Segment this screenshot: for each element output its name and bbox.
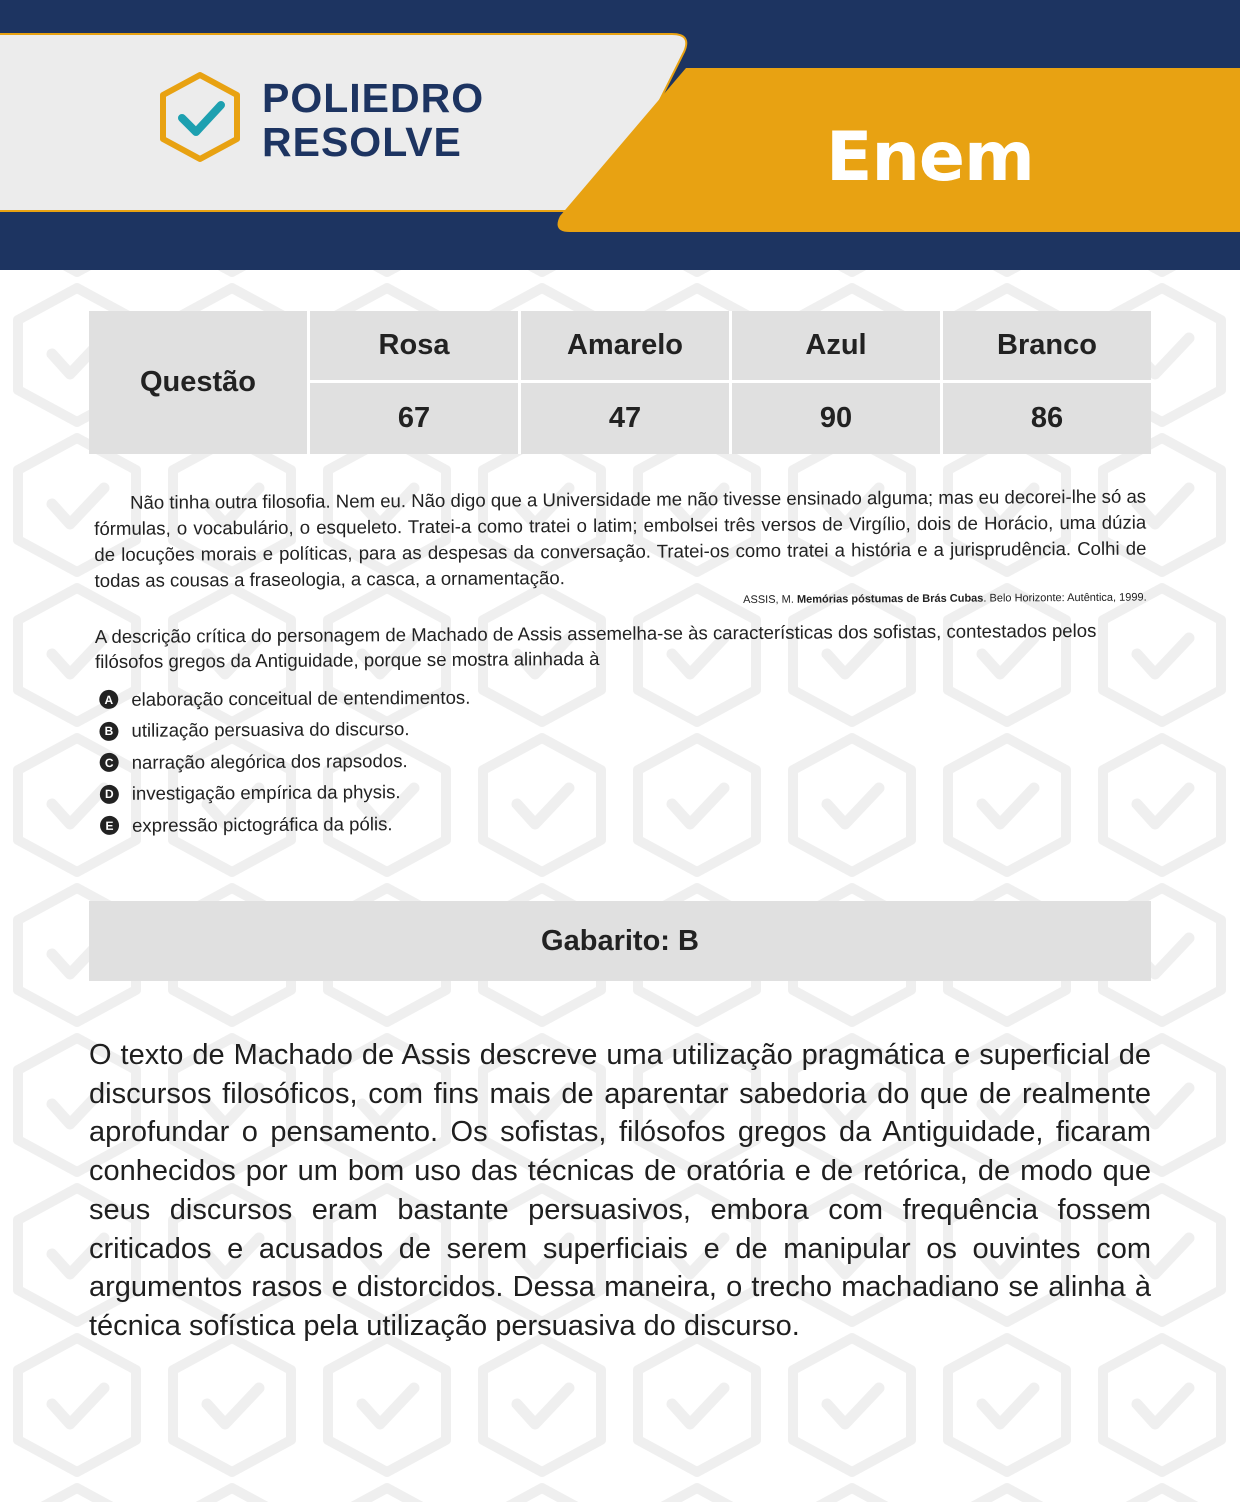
alternative-text: investigação empírica da physis. — [131, 781, 401, 805]
table-col-header: Rosa — [310, 311, 518, 380]
logo-line-1: POLIEDRO — [262, 75, 485, 121]
table-cell-number: 90 — [732, 383, 940, 454]
alternative-text: utilização persuasiva do discurso. — [131, 718, 410, 742]
question-stem: A descrição crítica do personagem de Machado de Assis assemelha-se às características dos sofistas, contestados pelos filósofos gregos da Antiguidade, porque se mostra alinhada à — [94, 619, 1097, 672]
alternative-letter: D — [100, 785, 119, 804]
answer-key-label: Gabarito: B — [541, 924, 699, 957]
table-cell-number: 67 — [310, 383, 518, 454]
alternatives-list — [95, 678, 1148, 842]
table-cell-number: 47 — [521, 383, 729, 454]
question-text: Não tinha outra filosofia. Nem eu. Não digo que a Universidade me não tivesse ensinado alguma; mas eu decorei-lhe só as fórmulas, o vocabulário, o esqueleto. Tratei-a como tratei o latim; embolsei três versos de Virgílio, dois de Horácio, uma dúzia de locuções morais e políticas, para as despesas da conversação. Tratei-os como tratei a história e a jurisprudência. Colhi de todas as cousas a fraseologia, a casca, a ornamentação. — [94, 485, 1147, 591]
source-title: Memórias póstumas de Brás Cubas — [796, 592, 984, 606]
check-hexagon-icon — [155, 70, 245, 164]
alternative-text: narração alegórica dos rapsodos. — [131, 749, 408, 773]
table-row-header: Questão — [89, 311, 307, 454]
logo-line-2: RESOLVE — [262, 119, 462, 165]
question-number-table — [89, 311, 1151, 454]
alternative-e — [96, 804, 1148, 842]
question-block — [94, 484, 1148, 842]
alternative-letter: C — [100, 753, 119, 772]
table-cell-number: 86 — [943, 383, 1151, 454]
alternative-letter: A — [99, 690, 118, 709]
table-col-header: Azul — [732, 311, 940, 380]
table-col-header: Branco — [943, 311, 1151, 380]
brand-logo — [262, 76, 484, 164]
alternative-letter: B — [99, 722, 118, 741]
table-col-header: Amarelo — [521, 311, 729, 380]
alternative-letter: E — [100, 816, 119, 835]
source-author: ASSIS, M. — [743, 593, 794, 607]
alternative-text: elaboração conceitual de entendimentos. — [131, 686, 471, 710]
explanation-text: O texto de Machado de Assis descreve uma utilização pragmática e superficial de discursos filosóficos, com fins mais de aparentar sabedoria do que de realmente aprofundar o pensamento. Os sofistas, filósofos gregos da Antiguidade, ficaram conhecidos por um bom uso das técnicas de oratória e de retórica, de modo que seus discursos eram bastante persuasivos, embora com frequência fossem criticados e acusados de serem superficiais e de manipular os ouvintes com argumentos rasos e distorcidos. Dessa maneira, o trecho machadiano se alinha à técnica sofística pela utilização persuasiva do discurso. — [89, 1039, 1151, 1342]
header-banner — [0, 0, 1240, 270]
question-source — [95, 592, 1147, 610]
exam-title: Enem — [826, 118, 1034, 197]
answer-key-box — [89, 901, 1151, 981]
alternative-text: expressão pictográfica da pólis. — [131, 812, 393, 836]
source-details: . Belo Horizonte: Autêntica, 1999. — [983, 591, 1147, 605]
